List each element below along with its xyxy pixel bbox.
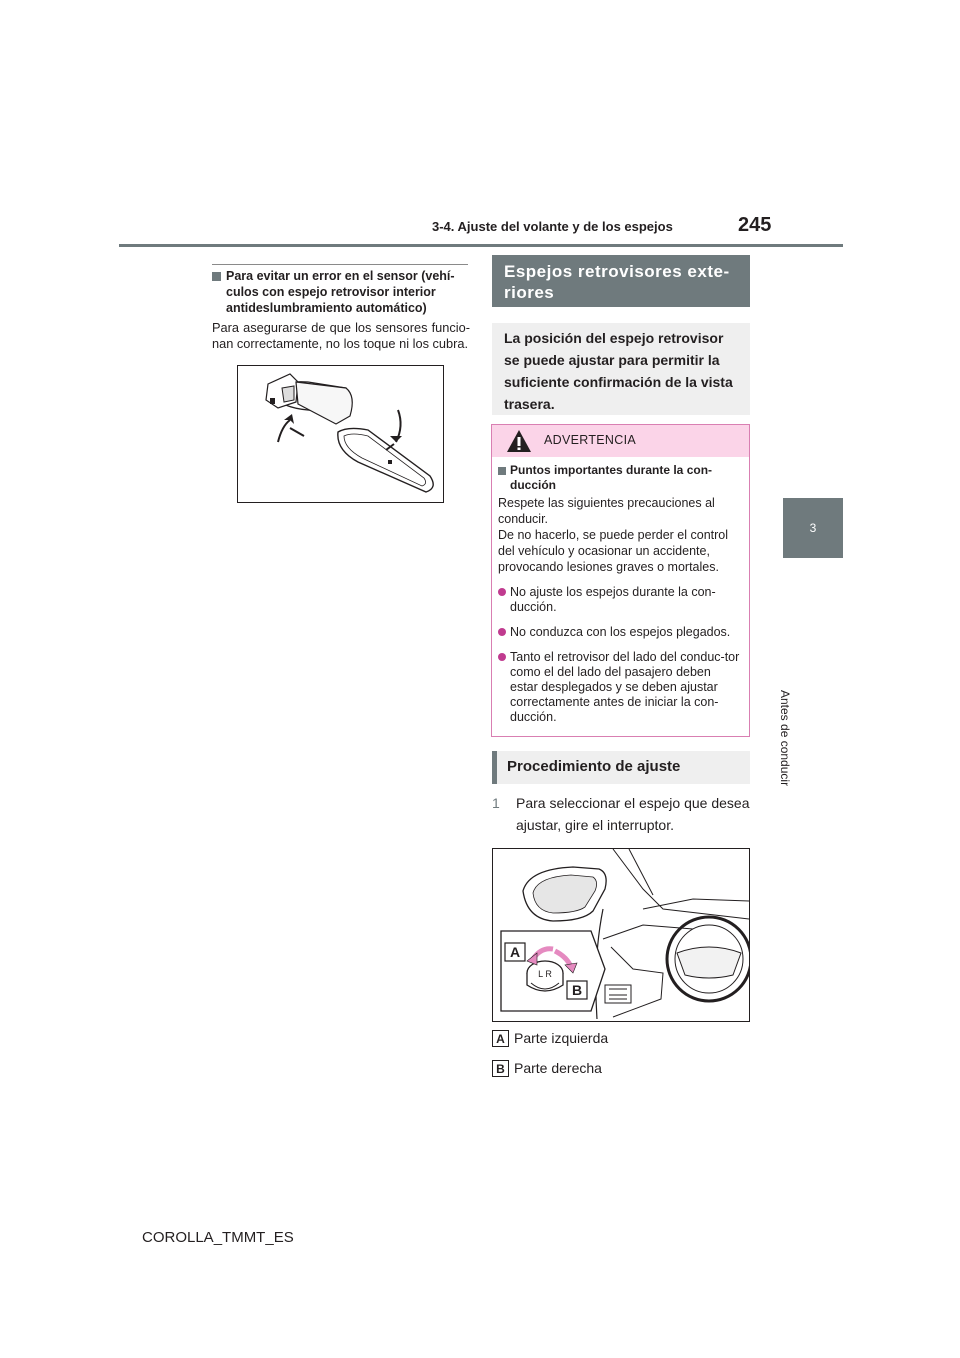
legend-label-b: Parte derecha xyxy=(514,1060,602,1076)
footer-model-code: COROLLA_TMMT_ES xyxy=(142,1229,294,1246)
header-rule xyxy=(119,244,843,247)
rearview-mirror-drawing xyxy=(238,366,443,502)
section-title: 3-4. Ajuste del volante y de los espejos xyxy=(432,219,673,234)
list-item xyxy=(498,650,742,725)
list-item-text: Tanto el retrovisor del lado del conduc-tor como el del lado del pasajero deben estar desplegados y se deben ajustar correctamente antes de iniciar la con-ducción. xyxy=(510,650,740,724)
warning-list xyxy=(498,585,742,735)
list-item-text: No ajuste los espejos durante la con-ducción. xyxy=(510,585,716,614)
legend-key-b: B xyxy=(492,1060,509,1077)
step-number: 1 xyxy=(492,795,500,811)
list-item xyxy=(498,625,742,640)
sensor-heading xyxy=(212,264,468,316)
warning-box xyxy=(491,424,750,737)
page-number: 245 xyxy=(738,214,772,236)
warning-header xyxy=(492,425,749,457)
procedure-heading: Procedimiento de ajuste xyxy=(492,751,750,784)
round-bullet-icon xyxy=(498,628,506,636)
mirror-switch-illustration xyxy=(492,848,750,1022)
square-bullet-icon xyxy=(212,272,221,281)
chapter-tab xyxy=(783,498,843,558)
warning-title: ADVERTENCIA xyxy=(544,433,636,447)
sensor-heading-text: Para evitar un error en el sensor (vehí-culos con espejo retrovisor interior antideslumbramiento automático) xyxy=(226,269,455,315)
mirror-switch-drawing xyxy=(493,849,749,1021)
round-bullet-icon xyxy=(498,588,506,596)
intro-box: La posición del espejo retrovisor se puede ajustar para permitir la suficiente confirmación de la vista trasera. xyxy=(492,323,750,415)
list-item-text: No conduzca con los espejos plegados. xyxy=(510,625,731,639)
rearview-mirror-illustration xyxy=(237,365,444,503)
step-text: Para seleccionar el espejo que desea ajustar, gire el interruptor. xyxy=(516,795,750,833)
figure-label-a: A xyxy=(509,944,521,960)
legend-key-a: A xyxy=(492,1030,509,1047)
square-bullet-icon xyxy=(498,467,506,475)
svg-text:L R: L R xyxy=(538,969,552,979)
warning-subheading xyxy=(498,463,738,493)
round-bullet-icon xyxy=(498,653,506,661)
warning-intro: Respete las siguientes precauciones al conducir. De no hacerlo, se puede perder el control del vehículo y ocasionar un accidente, provocando lesiones graves o mortales. xyxy=(498,496,729,574)
warning-triangle-icon xyxy=(506,429,532,453)
warning-subheading-text: Puntos importantes durante la con-ducción xyxy=(510,463,713,492)
figure-label-b: B xyxy=(571,982,583,998)
list-item xyxy=(498,585,742,615)
sensor-body: Para asegurarse de que los sensores funcio-nan correctamente, no los toque ni los cubra. xyxy=(212,320,470,351)
step-1 xyxy=(492,792,750,836)
chapter-number: 3 xyxy=(809,521,817,535)
exterior-mirrors-heading: Espejos retrovisores exte-riores xyxy=(492,255,750,307)
chapter-label: Antes de conducir xyxy=(778,690,792,787)
legend-label-a: Parte izquierda xyxy=(514,1030,609,1046)
